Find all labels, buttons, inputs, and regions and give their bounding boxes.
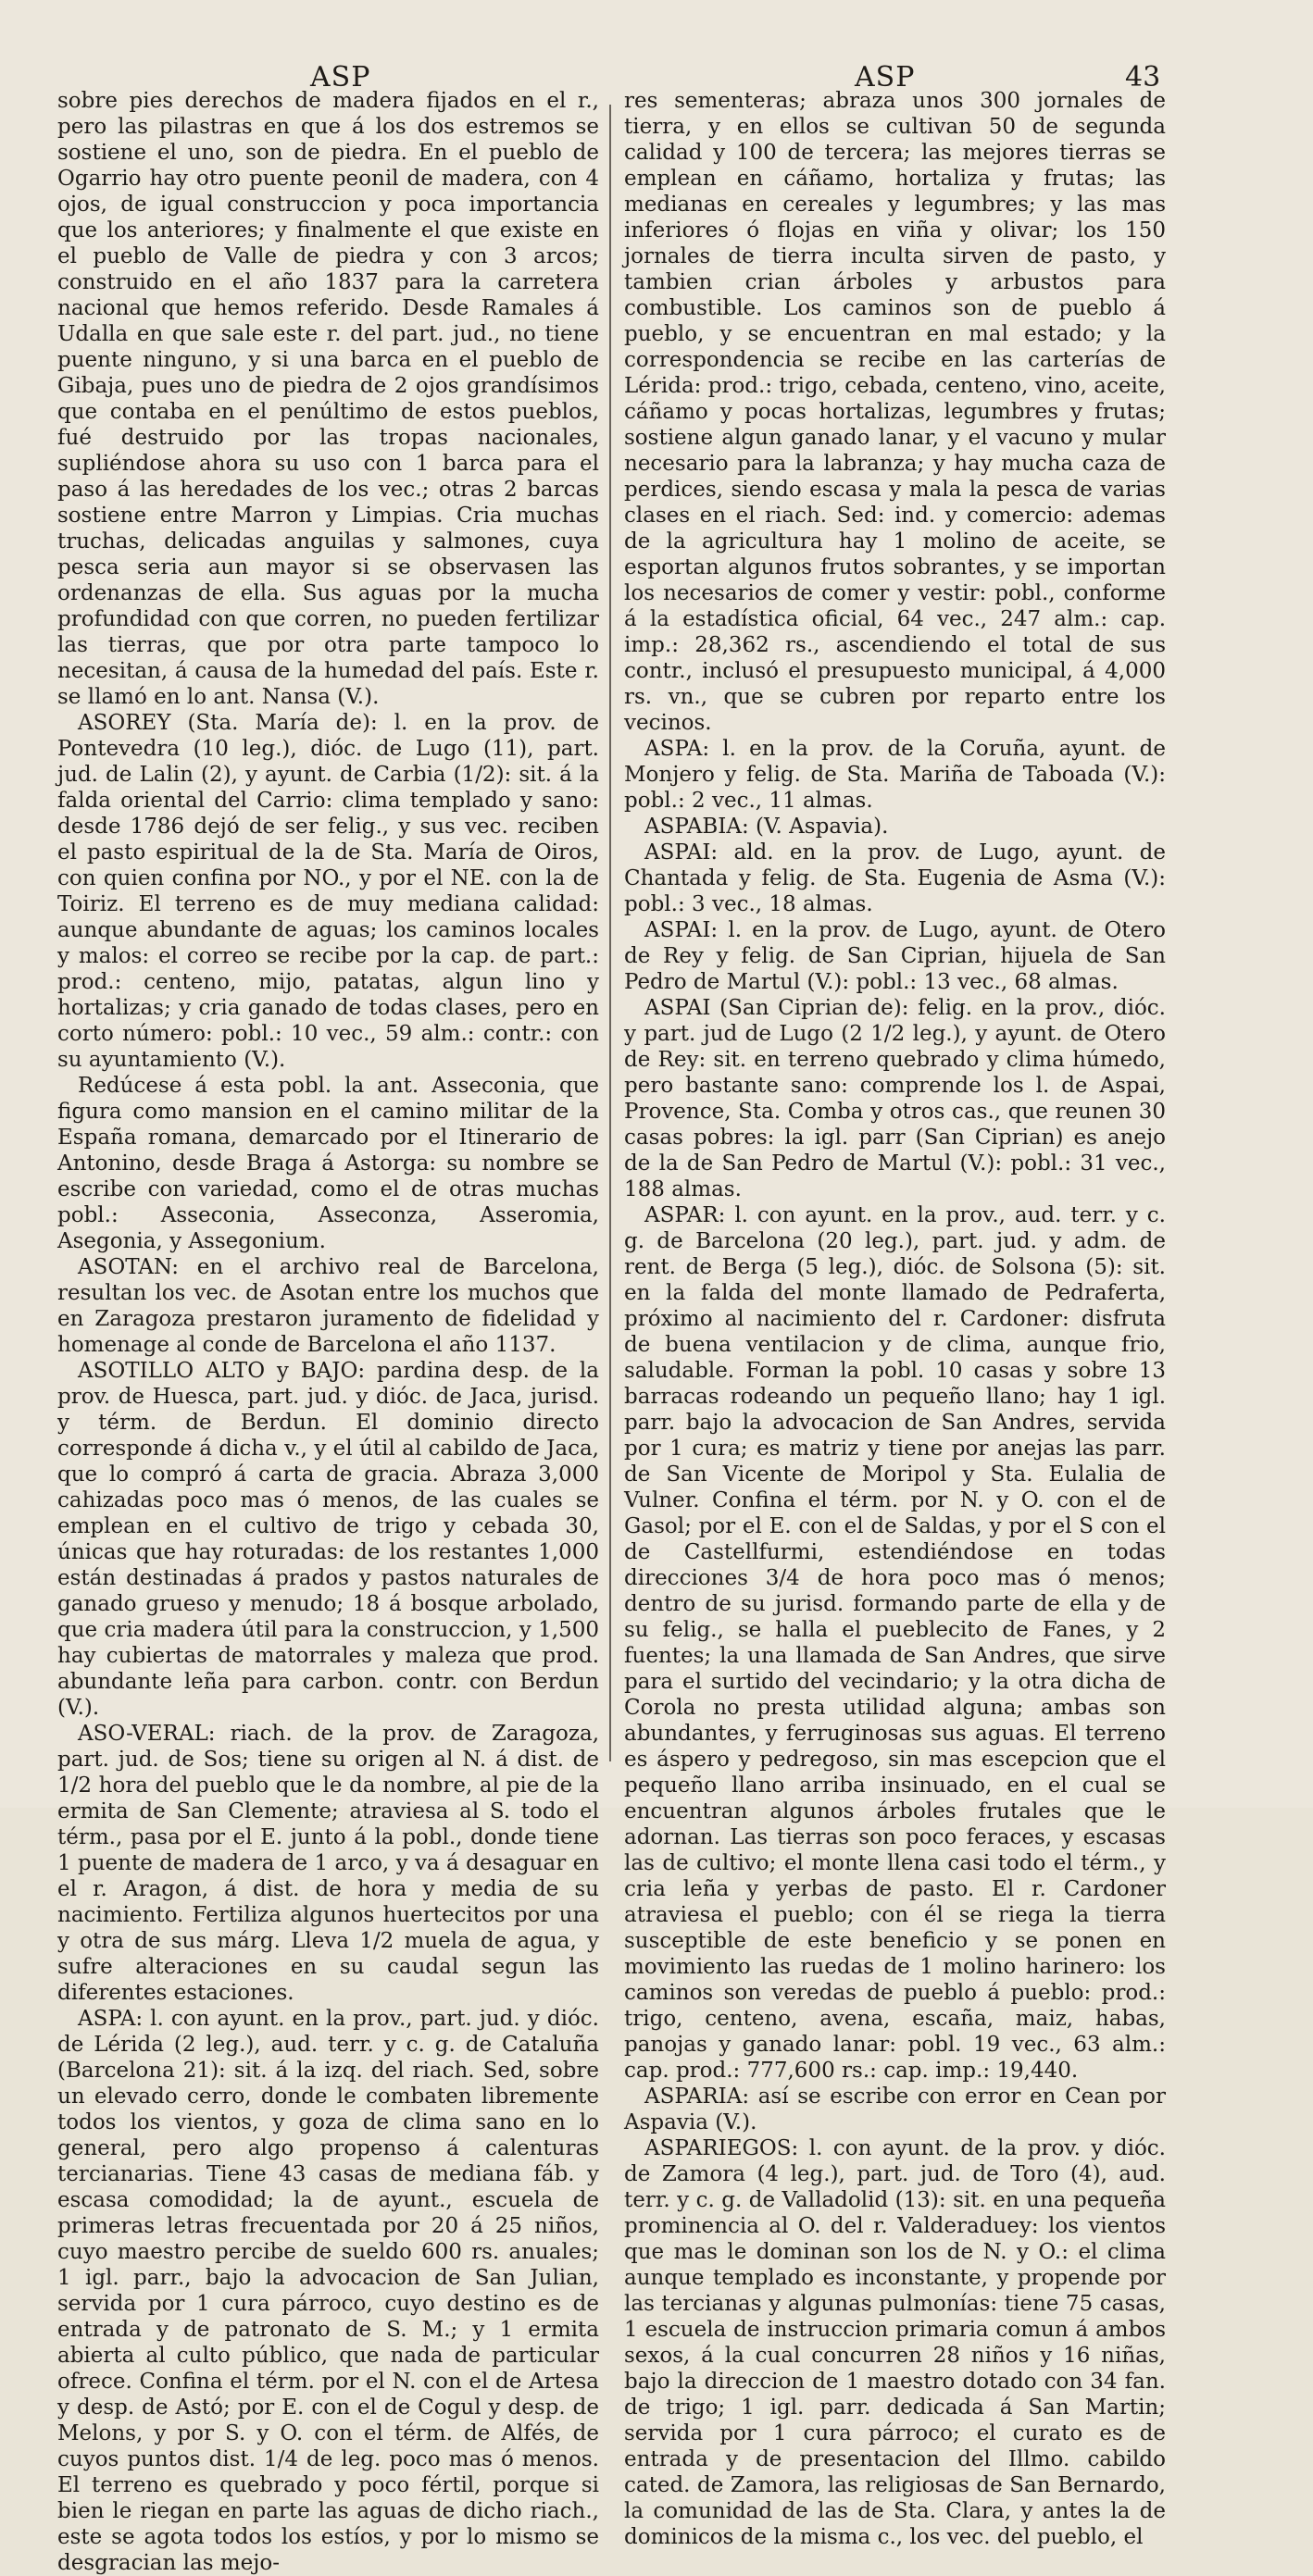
right-entry-7: ASPAR: l. con ayunt. en la prov., aud. terr. y c. g. de Barcelona (20 leg.), part. jud. y adm. de rent. de Berga (5 leg.), dióc. de Solsona (5): sit. en la falda del monte llamado de Pedraferta, próximo al nacimiento del r. Cardoner: disfruta de buena ventilacion y de clima, aunque frio, saludable. Forman la pobl. 10 casas y sobre 13 barracas rodeando un pequeño llano; hay 1 igl. parr. bajo la advocacion de San Andres, servida por 1 cura; es matriz y tiene por anejas las parr. de San Vicente de Moripol y Sta. Eulalia de Vulner. Confina el térm. por N. y O. con el de Gasol; por el E. con el de Saldas, y por el S con el de Castellfurmi, estendiéndose en todas direcciones 3/4 de hora poco mas ó menos; dentro de su jurisd. formando parte de ella y de su felig., se halla el pueblecito de Fanes, y 2 fuentes; la una llamada de San Andres, que sirve para el surtido del vecindario; y la otra dicha de Corola no presta utilidad alguna; ambas son abundantes, y ferruginosas sus aguas. El terreno es áspero y pedregoso, sin mas escepcion que el pequeño llano arriba insinuado, en el cual se encuentran algunos árboles frutales que le adornan. Las tierras son poco feraces, y escasas las de cultivo; el monte llena casi todo el térm., y cria leña y yerbas de pasto. El r. Cardoner atraviesa el pueblo; con él se riega la tierra susceptible de este beneficio y se ponen en movimiento las ruedas de 1 molino harinero: los caminos son veredas de pueblo á pueblo: prod.: trigo, centeno, avena, escaña, maiz, habas, panojas y ganado lanar: pobl. 19 vec., 63 alm.: cap. prod.: 777,600 rs.: cap. imp.: 19,440. bbox=[624, 1203, 1166, 2083]
right-entry-9: ASPARIEGOS: l. con ayunt. de la prov. y dióc. de Zamora (4 leg.), part. jud. de Toro (4), aud. terr. y c. g. de Valladolid (13): sit. en una pequeña prominencia al O. del r. Valderaduey: los vientos que mas le dominan son los de N. y O.: el clima aunque templado es inconstante, y propende por las tercianas y algunas pulmonías: tiene 75 casas, 1 escuela de instruccion primaria comun á ambos sexos, á la cual concurren 28 niños y 16 niñas, bajo la direccion de 1 maestro dotado con 34 fan. de trigo; 1 igl. parr. dedicada á San Martin; servida por 1 cura párroco; el curato es de entrada y de presentacion del Illmo. cabildo cated. de Zamora, las religiosas de San Bernardo, la comunidad de las de Sta. Clara, y antes la de dominicos de la misma c., los vec. del pueblo, el bbox=[624, 2136, 1166, 2549]
right-paragraph-1: res sementeras; abraza unos 300 jornales de tierra, y en ellos se cultivan 50 de segunda calidad y 100 de tercera; las mejores tierras se emplean en cáñamo, hortaliza y frutas; las medianas en cereales y legumbres; y las mas inferiores ó flojas en viña y olivar; los 150 jornales de tierra inculta sirven de pasto, y tambien crian árboles y arbustos para combustible. Los caminos son de pueblo á pueblo, y se encuentran en mal estado; y la correspondencia se recibe en las carterías de Lérida: prod.: trigo, cebada, centeno, vino, aceite, cáñamo y pocas hortalizas, legumbres y frutas; sostiene algun ganado lanar, y el vacuno y mular necesario para la labranza; y hay mucha caza de perdices, siendo escasa y mala la pesca de varias clases en el riach. Sed: ind. y comercio: ademas de la agricultura hay 1 molino de aceite, se esportan algunos frutos sobrantes, y se importan los necesarios de comer y vestir: pobl., conforme á la estadística oficial, 64 vec., 247 alm.: cap. imp.: 28,362 rs., ascendiendo el total de sus contr., inclusó el presupuesto municipal, á 4,000 rs. vn., que se cubren por reparto entre los vecinos. bbox=[624, 89, 1166, 735]
left-entry-6: ASO-VERAL: riach. de la prov. de Zaragoza, part. jud. de Sos; tiene su origen al N. á dist. de 1/2 hora del pueblo que le da nombre, al pie de la ermita de San Clemente; atraviesa al S. todo el térm., pasa por el E. junto á la pobl., donde tiene 1 puente de madera de 1 arco, y va á desaguar en el r. Aragon, á dist. de hora y media de su nacimiento. Fertiliza algunos huertecitos por una y otra de sus márg. Lleva 1/2 muela de agua, y sufre alteraciones en su caudal segun las diferentes estaciones. bbox=[57, 1722, 599, 2005]
left-paragraph-1: sobre pies derechos de madera fijados en el r., pero las pilastras en que á los dos estremos se sostiene el uno, son de piedra. En el pueblo de Ogarrio hay otro puente peonil de madera, con 4 ojos, de igual construccion y poca importancia que los anteriores; y finalmente el que existe en el pueblo de Valle de piedra y con 3 arcos; construido en el año 1837 para la carretera nacional que hemos referido. Desde Ramales á Udalla en que sale este r. del part. jud., no tiene puente ninguno, y si una barca en el pueblo de Gibaja, pues uno de piedra de 2 ojos grandísimos que contaba en el penúltimo de estos pueblos, fué destruido por las tropas nacionales, supliéndose ahora su uso con 1 barca para el paso á las heredades de los vec.; otras 2 barcas sostiene entre Marron y Limpias. Cria muchas truchas, delicadas anguilas y salmones, cuya pesca seria aun mayor si se observasen las ordenanzas de ella. Sus aguas por la mucha profundidad con que corren, no pueden fertilizar las tierras, que por otra parte tampoco lo necesitan, á causa de la humedad del país. Este r. se llamó en lo ant. Nansa (V.). bbox=[57, 89, 599, 709]
right-column bbox=[624, 88, 1166, 2549]
right-entry-2: ASPA: l. en la prov. de la Coruña, ayunt. de Monjero y felig. de Sta. Mariña de Taboada (V.): pobl.: 2 vec., 11 almas. bbox=[624, 737, 1166, 813]
left-entry-5: ASOTILLO ALTO y BAJO: pardina desp. de la prov. de Huesca, part. jud. y dióc. de Jaca, jurisd. y térm. de Berdun. El dominio directo corresponde á dicha v., y el útil al cabildo de Jaca, que lo compró á carta de gracia. Abraza 3,000 cahizadas poco mas ó menos, de las cuales se emplean en el cultivo de trigo y cebada 30, únicas que hay roturadas: de los restantes 1,000 están destinadas á prados y pastos naturales de ganado grueso y menudo; 18 á bosque arbolado, que cria madera útil para la construccion, y 1,500 hay cubiertas de matorrales y maleza que prod. abundante leña para carbon. contr. con Berdun (V.). bbox=[57, 1359, 599, 1720]
page-number: 43 bbox=[1125, 61, 1161, 93]
right-entry-3: ASPABIA: (V. Aspavia). bbox=[644, 815, 889, 839]
page-header bbox=[0, 44, 1313, 91]
two-column-text bbox=[57, 88, 1181, 2575]
right-entry-5: ASPAI: l. en la prov. de Lugo, ayunt. de Otero de Rey y felig. de San Ciprian, hijuela de San Pedro de Martul (V.): pobl.: 13 vec., 68 almas. bbox=[624, 918, 1166, 994]
left-entry-3: Redúcese á esta pobl. la ant. Asseconia, que figura como mansion en el camino militar de la España romana, demarcado por el Itinerario de Antonino, desde Braga á Astorga: su nombre se escribe con variedad, como el de otras muchas pobl.: Asseconia, Asseconza, Asseromia, Asegonia, y Assegonium. bbox=[57, 1074, 599, 1253]
right-entry-6: ASPAI (San Ciprian de): felig. en la prov., dióc. y part. jud de Lugo (2 1/2 leg.), y ayunt. de Otero de Rey: sit. en terreno quebrado y clima húmedo, pero bastante sano: comprende los l. de Aspai, Provence, Sta. Comba y otros cas., que reunen 30 casas pobres: la igl. parr (San Ciprian) es anejo de la de San Pedro de Martul (V.): pobl.: 31 vec., 188 almas. bbox=[624, 996, 1166, 1201]
left-entry-4: ASOTAN: en el archivo real de Barcelona, resultan los vec. de Asotan entre los muchos que en Zaragoza prestaron juramento de fidelidad y homenage al conde de Barcelona el año 1137. bbox=[57, 1255, 599, 1357]
header-left-abbrev: ASP bbox=[310, 61, 371, 93]
column-divider bbox=[609, 105, 611, 1761]
left-entry-2: ASOREY (Sta. María de): l. en la prov. de Pontevedra (10 leg.), dióc. de Lugo (11), part. jud. de Lalin (2), y ayunt. de Carbia (1/2): sit. á la falda oriental del Carrio: clima templado y sano: desde 1786 dejó de ser felig., y sus vec. reciben el pasto espiritual de la de Sta. María de Oiros, con quien confina por NO., y por el NE. con la de Toiriz. El terreno es de muy mediana calidad: aunque abundante de aguas; los caminos locales y malos: el correo se recibe por la cap. de part.: prod.: centeno, mijo, patatas, algun lino y hortalizas; y cria ganado de todas clases, pero en corto número: pobl.: 10 vec., 59 alm.: contr.: con su ayuntamiento (V.). bbox=[57, 711, 599, 1072]
left-column bbox=[57, 88, 599, 2575]
left-entry-7: ASPA: l. con ayunt. en la prov., part. jud. y dióc. de Lérida (2 leg.), aud. terr. y c. g. de Cataluña (Barcelona 21): sit. á la izq. del riach. Sed, sobre un elevado cerro, donde le combaten libremente todos los vientos, y goza de clima sano en lo general, pero algo propenso á calenturas tercianarias. Tiene 43 casas de mediana fáb. y escasa comodidad; la de ayunt., escuela de primeras letras frecuentada por 20 á 25 niños, cuyo maestro percibe de sueldo 600 rs. anuales; 1 igl. parr., bajo la advocacion de San Julian, servida por 1 cura párroco, cuyo destino es de entrada y de patronato de S. M.; y 1 ermita abierta al culto público, que nada de particular ofrece. Confina el térm. por el N. con el de Artesa y desp. de Astó; por E. con el de Cogul y desp. de Melons, y por S. y O. con el térm. de Alfés, de cuyos puntos dist. 1/4 de leg. poco mas ó menos. El terreno es quebrado y poco fértil, porque si bien le riegan en parte las aguas de dicho riach., este se agota todos los estíos, y por lo mismo se desgracian las mejo- bbox=[57, 2007, 599, 2575]
header-right-abbrev: ASP bbox=[855, 61, 916, 93]
right-entry-8: ASPARIA: así se escribe con error en Cean por Aspavia (V.). bbox=[624, 2084, 1166, 2134]
right-entry-4: ASPAI: ald. en la prov. de Lugo, ayunt. de Chantada y felig. de Sta. Eugenia de Asma (V.): pobl.: 3 vec., 18 almas. bbox=[624, 840, 1166, 916]
